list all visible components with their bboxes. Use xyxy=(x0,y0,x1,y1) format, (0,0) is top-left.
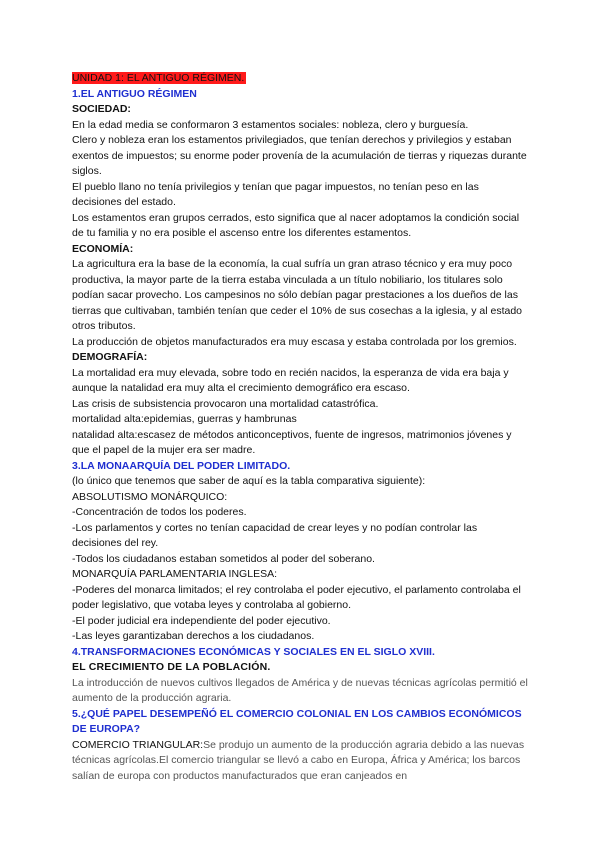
absolutismo-heading: ABSOLUTISMO MONÁRQUICO: xyxy=(72,490,228,503)
comercio-triangular-label: COMERCIO TRIANGULAR: xyxy=(72,738,204,751)
absolutismo-item: -Todos los ciudadanos estaban sometidos al poder del soberano. xyxy=(72,552,375,565)
demografia-paragraph: Las crisis de subsistencia provocaron una mortalidad catastrófica. xyxy=(72,397,379,410)
section-4-heading: 4.TRANSFORMACIONES ECONÓMICAS Y SOCIALES EN EL SIGLO XVIII. xyxy=(72,645,435,658)
monarquia-item: -Poderes del monarca limitados; el rey controlaba el poder ejecutivo, el parlamento controlaba el poder legislativo, que votaba leyes y controlaba al gobierno. xyxy=(72,583,521,611)
demografia-paragraph: natalidad alta:escasez de métodos anticonceptivos, fuente de ingresos, matrimonios jóvenes y que el papel de la mujer era ser madre. xyxy=(72,428,512,456)
sociedad-paragraph: Los estamentos eran grupos cerrados, esto significa que al nacer adoptamos la condición social de tu familia y no era posible el ascenso entre los diferentes estamentos. xyxy=(72,211,520,239)
demografia-heading: DEMOGRAFÍA: xyxy=(72,351,148,363)
section-1-heading: 1.EL ANTIGUO RÉGIMEN xyxy=(72,87,197,100)
absolutismo-item: -Los parlamentos y cortes no tenían capacidad de crear leyes y no podían controlar las decisiones del rey. xyxy=(72,521,478,549)
sociedad-paragraph: Clero y nobleza eran los estamentos privilegiados, que tenían derechos y privilegios y estaban exentos de impuestos; su enorme poder provenía de la acumulación de tierras y riquezas durante siglos. xyxy=(72,134,527,177)
unit-title: UNIDAD 1: EL ANTIGUO RÉGIMEN. xyxy=(72,72,245,84)
section-3-heading: 3.LA MONAARQUÍA DEL PODER LIMITADO. xyxy=(72,459,291,472)
section-4-subheading: EL CRECIMIENTO DE LA POBLACIÓN. xyxy=(72,661,271,673)
demografia-paragraph: mortalidad alta:epidemias, guerras y hambrunas xyxy=(72,413,297,425)
sociedad-paragraph: El pueblo llano no tenía privilegios y tenían que pagar impuestos, no tenían peso en las decisiones del estado. xyxy=(72,180,479,208)
economia-paragraph: La agricultura era la base de la economía, la cual sufría un gran atraso técnico y era muy poco productiva, la mayor parte de la tierra estaba vinculada a un título nobiliario, los titulares solo podían sacar provecho. Los campesinos no sólo debían pagar prestaciones a los dueños de las tierras que cultivaban, también tenían que ceder el 10% de sus cosechas a la iglesia, y al estado otros tributos. xyxy=(72,258,523,332)
demografia-paragraph: La mortalidad era muy elevada, sobre todo en recién nacidos, la esperanza de vida era baja y aunque la natalidad era muy alta el crecimiento demográfico era escaso. xyxy=(72,366,509,394)
section-4-paragraph: La introducción de nuevos cultivos llegados de América y de nuevas técnicas agrícolas permitió el aumento de la producción agraria. xyxy=(72,676,528,704)
economia-heading: ECONOMÍA: xyxy=(72,242,134,255)
sociedad-heading: SOCIEDAD: xyxy=(72,103,131,115)
comercio-triangular-text: Se produjo un aumento de la producción agraria debido a las nuevas técnicas agrícolas.El comercio triangular se llevó a cabo en Europa, África y América; los barcos salían de europa con productos manufacturados que eran canjeados en xyxy=(72,738,525,782)
section-5-paragraph xyxy=(72,738,528,785)
monarquia-heading: MONARQUÍA PARLAMENTARIA INGLESA: xyxy=(72,568,277,580)
sociedad-paragraph: En la edad media se conformaron 3 estamentos sociales: nobleza, clero y burguesía. xyxy=(72,118,469,131)
section-5-heading: 5.¿QUÉ PAPEL DESEMPEÑÓ EL COMERCIO COLONIAL EN LOS CAMBIOS ECONÓMICOS DE EUROPA? xyxy=(72,707,522,735)
section-3-note: (lo único que tenemos que saber de aquí es la tabla comparativa siguiente): xyxy=(72,475,426,487)
monarquia-item: -Las leyes garantizaban derechos a los ciudadanos. xyxy=(72,630,315,642)
economia-paragraph: La producción de objetos manufacturados era muy escasa y estaba controlada por los gremios. xyxy=(72,335,517,348)
monarquia-item: -El poder judicial era independiente del poder ejecutivo. xyxy=(72,614,331,627)
document-page xyxy=(72,71,528,784)
absolutismo-item: -Concentración de todos los poderes. xyxy=(72,506,247,518)
